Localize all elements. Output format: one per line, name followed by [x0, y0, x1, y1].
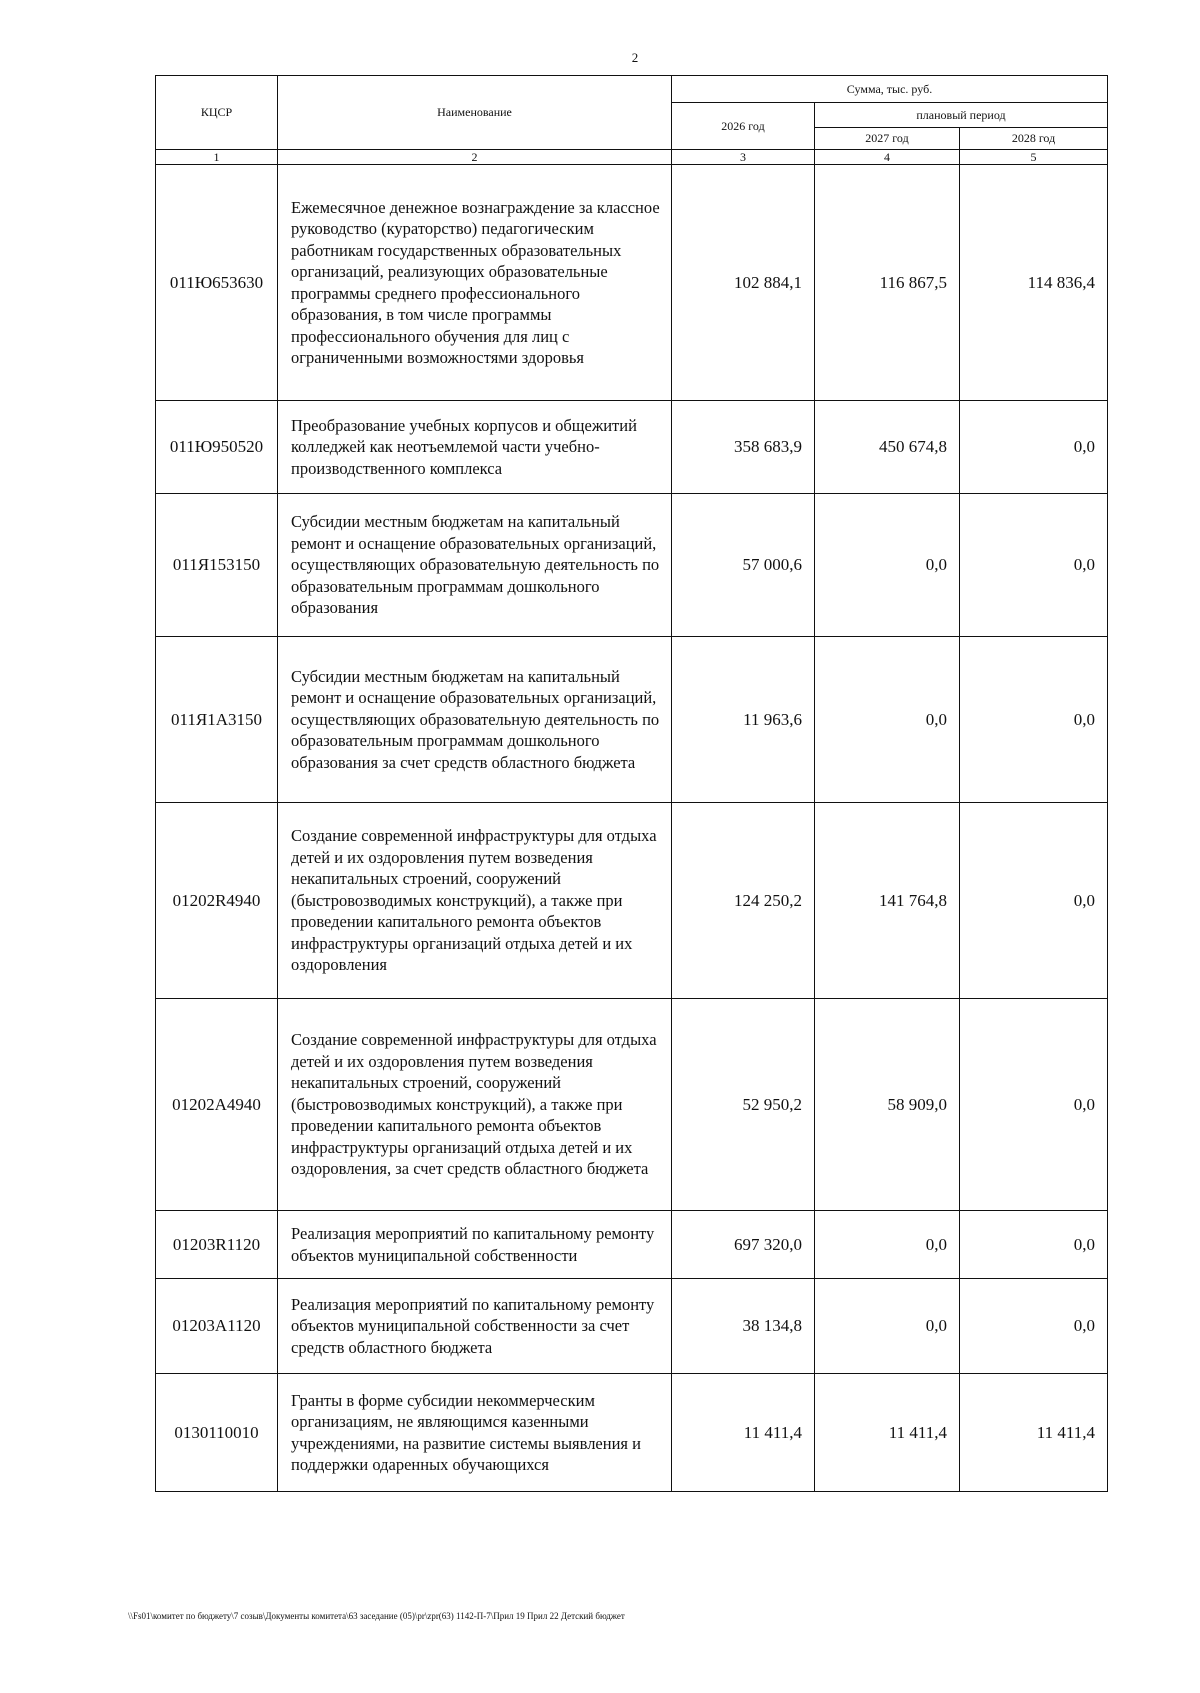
page-number: 2: [631, 50, 639, 65]
table-row: [156, 1279, 1108, 1374]
row-name: Гранты в форме субсидии некоммерческим организациям, не являющимся казенными учреждениями, на развитие системы выявления и поддержки одаренных обучающихся: [278, 1374, 672, 1492]
row-amount-2026: 697 320,0: [672, 1211, 815, 1279]
row-amount-2028: 0,0: [960, 637, 1108, 803]
row-code: 01202R4940: [156, 803, 278, 999]
row-amount-2027: 0,0: [815, 1279, 960, 1374]
row-amount-2027: 0,0: [815, 1211, 960, 1279]
row-code: 011Я153150: [156, 494, 278, 637]
row-amount-2028: 0,0: [960, 401, 1108, 494]
column-number-5: 5: [960, 150, 1108, 165]
row-amount-2028: 0,0: [960, 803, 1108, 999]
row-amount-2027: 0,0: [815, 494, 960, 637]
row-amount-2028: 11 411,4: [960, 1374, 1108, 1492]
row-amount-2026: 358 683,9: [672, 401, 815, 494]
header-planned-period: плановый период: [815, 103, 1108, 128]
row-amount-2027: 11 411,4: [815, 1374, 960, 1492]
header-year-2028: 2028 год: [960, 128, 1108, 150]
row-amount-2027: 58 909,0: [815, 999, 960, 1211]
header-sum: Сумма, тыс. руб.: [672, 76, 1108, 103]
row-name: Преобразование учебных корпусов и общежитий колледжей как неотъемлемой части учебно-производственного комплекса: [278, 401, 672, 494]
table-row: [156, 165, 1108, 401]
table-row: [156, 494, 1108, 637]
row-name: Ежемесячное денежное вознаграждение за классное руководство (кураторство) педагогическим работникам государственных образовательных организаций, реализующих образовательные программы среднего профессионального образования, в том числе программы профессионального обучения для лиц с ограниченными возможностями здоровья: [278, 165, 672, 401]
column-number-2: 2: [278, 150, 672, 165]
header-year-2026: 2026 год: [672, 103, 815, 150]
row-code: 01203R1120: [156, 1211, 278, 1279]
row-name: Создание современной инфраструктуры для отдыха детей и их оздоровления путем возведения некапитальных строений, сооружений (быстровозводимых конструкций), а также при проведении капитального ремонта объектов инфраструктуры организаций отдыха детей и их оздоровления: [278, 803, 672, 999]
row-amount-2027: 141 764,8: [815, 803, 960, 999]
header-name: Наименование: [278, 76, 672, 150]
row-amount-2026: 124 250,2: [672, 803, 815, 999]
row-name: Реализация мероприятий по капитальному ремонту объектов муниципальной собственности за счет средств областного бюджета: [278, 1279, 672, 1374]
table-row: [156, 803, 1108, 999]
row-code: 011Ю950520: [156, 401, 278, 494]
row-code: 011Я1А3150: [156, 637, 278, 803]
row-amount-2028: 114 836,4: [960, 165, 1108, 401]
table-row: [156, 401, 1108, 494]
row-amount-2028: 0,0: [960, 494, 1108, 637]
row-amount-2026: 11 411,4: [672, 1374, 815, 1492]
row-name: Реализация мероприятий по капитальному ремонту объектов муниципальной собственности: [278, 1211, 672, 1279]
row-amount-2026: 102 884,1: [672, 165, 815, 401]
row-amount-2028: 0,0: [960, 1279, 1108, 1374]
row-amount-2027: 0,0: [815, 637, 960, 803]
table-row: [156, 637, 1108, 803]
row-amount-2027: 450 674,8: [815, 401, 960, 494]
row-amount-2026: 11 963,6: [672, 637, 815, 803]
row-code: 0130110010: [156, 1374, 278, 1492]
row-amount-2028: 0,0: [960, 999, 1108, 1211]
row-amount-2028: 0,0: [960, 1211, 1108, 1279]
row-name: Создание современной инфраструктуры для отдыха детей и их оздоровления путем возведения некапитальных строений, сооружений (быстровозводимых конструкций), а также при проведении капитального ремонта объектов инфраструктуры организаций отдыха детей и их оздоровления, за счет средств областного бюджета: [278, 999, 672, 1211]
row-name: Субсидии местным бюджетам на капитальный ремонт и оснащение образовательных организаций, осуществляющих образовательную деятельность по образовательным программам дошкольного образования за счет средств областного бюджета: [278, 637, 672, 803]
row-name: Субсидии местным бюджетам на капитальный ремонт и оснащение образовательных организаций, осуществляющих образовательную деятельность по образовательным программам дошкольного образования: [278, 494, 672, 637]
table-row: [156, 999, 1108, 1211]
row-code: 01203А1120: [156, 1279, 278, 1374]
row-code: 01202А4940: [156, 999, 278, 1211]
column-number-4: 4: [815, 150, 960, 165]
row-amount-2026: 38 134,8: [672, 1279, 815, 1374]
header-year-2027: 2027 год: [815, 128, 960, 150]
table-row: [156, 1211, 1108, 1279]
row-amount-2026: 57 000,6: [672, 494, 815, 637]
table-row: [156, 1374, 1108, 1492]
row-amount-2027: 116 867,5: [815, 165, 960, 401]
row-code: 011Ю653630: [156, 165, 278, 401]
column-number-3: 3: [672, 150, 815, 165]
row-amount-2026: 52 950,2: [672, 999, 815, 1211]
header-code: КЦСР: [156, 76, 278, 150]
column-number-1: 1: [156, 150, 278, 165]
footer-file-path: \\Fs01\комитет по бюджету\7 созыв\Документы комитета\63 заседание (05)\pr\zpr(63) 1142-П-7\Прил 19 Прил 22 Детский бюджет: [128, 1611, 625, 1621]
budget-table: [155, 75, 1108, 1492]
